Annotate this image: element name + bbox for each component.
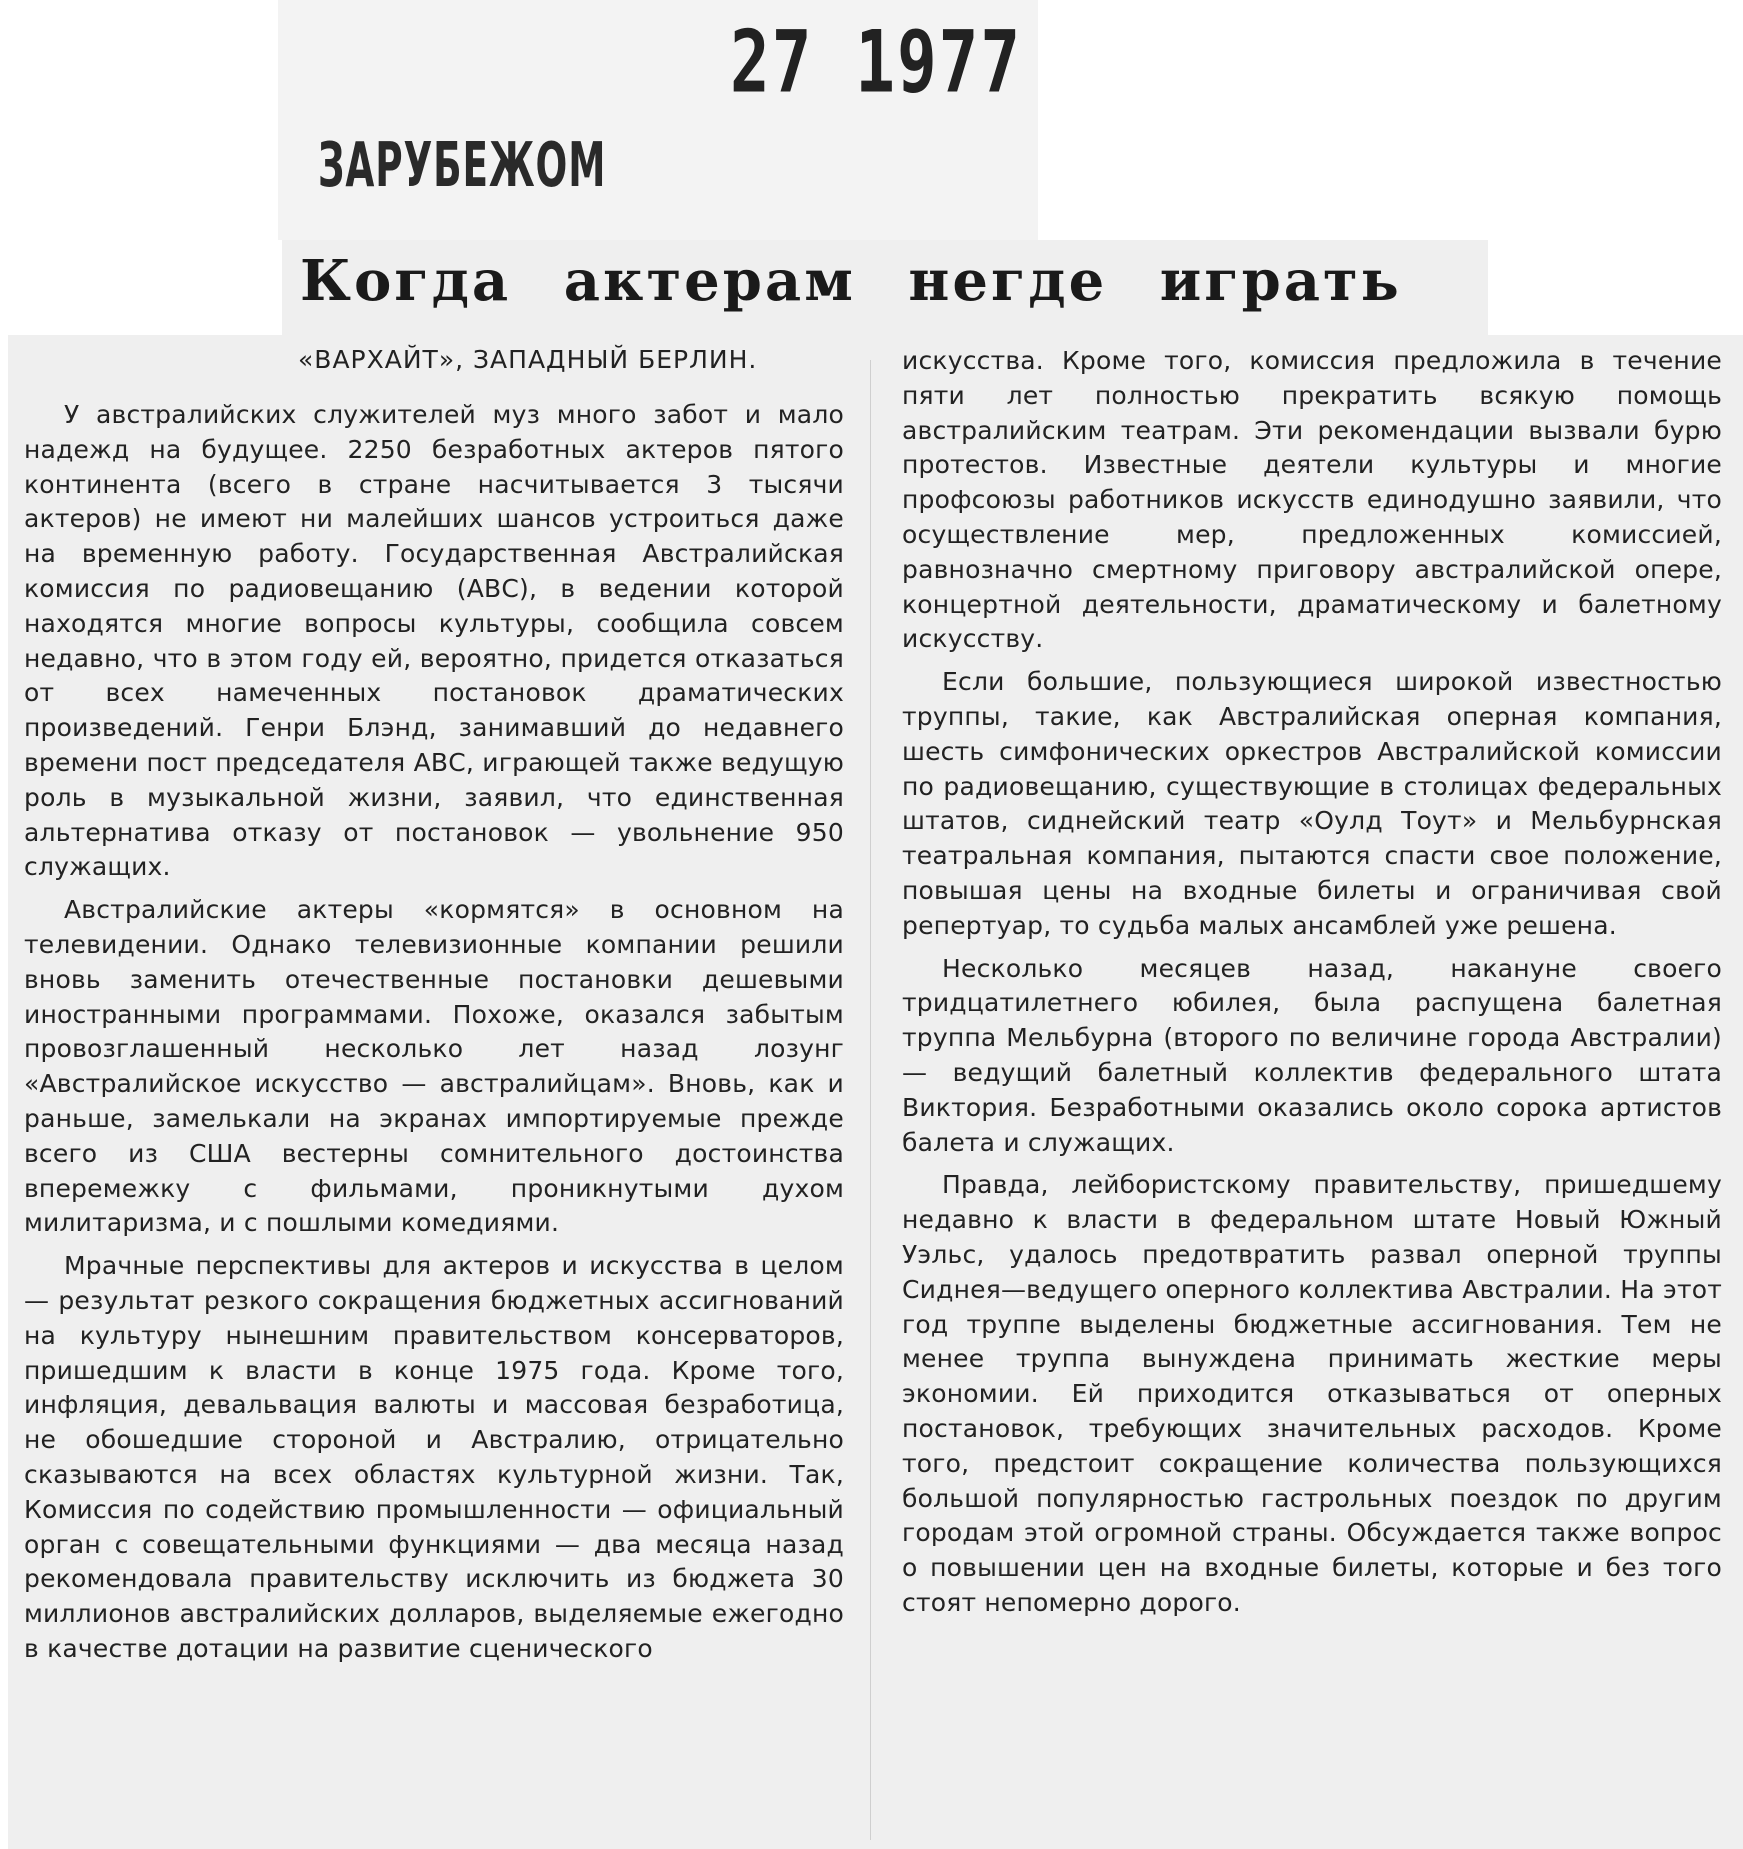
paragraph: Австралийские актеры «кормятся» в основном на телевидении. Однако телевизионные компании решили вновь заменить отечественные постановки дешевыми иностранными программами. Похоже, оказался забытым провозглашенный несколько лет назад лозунг «Австралийское искусство — австралийцам». Вновь, как и раньше, замелькали на экранах импортируемые прежде всего из США вестерны сомнительного достоинства вперемежку с фильмами, проникнутыми духом милитаризма, и с пошлыми комедиями. [24,895,844,1238]
paragraph: Мрачные перспективы для актеров и искусства в целом — результат резкого сокращения бюджетных ассигнований на культуру нынешним правительством консерваторов, пришедшим к власти в конце 1975 года. Кроме того, инфляция, девальвация валюты и массовая безработица, не обошедшие стороной и Австралию, отрицательно сказываются на всех областях культурной жизни. Так, Комиссия по содействию промышленности — официальный орган с совещательными функциями — два месяца назад рекомендовала правительству исключить из бюджета 30 миллионов австралийских долларов, выделяемые ежегодно в качестве дотации на развитие сценического [24,1251,844,1663]
rubric-stamp: ЗАРУБЕЖОМ [318,130,607,202]
date-stamp: 27 1977 [730,12,1023,113]
article-source: «ВАРХАЙТ», ЗАПАДНЫЙ БЕРЛИН. [298,345,758,374]
paragraph: искусства. Кроме того, комиссия предложила в течение пяти лет полностью прекратить всякую помощь австралийским театрам. Эти рекомендации вызвали бурю протестов. Известные деятели культуры и многие профсоюзы работников искусств единодушно заявили, что осуществление мер, предложенных комиссией, равнозначно смертному приговору австралийской опере, концертной деятельности, драматическому и балетному искусству. [902,346,1722,654]
paragraph: У австралийских служителей муз много забот и мало надежд на будущее. 2250 безработных актеров пятого континента (всего в стране насчитывается 3 тысячи актеров) не имеют ни малейших шансов устроиться даже на временную работу. Государственная Австралийская комиссия по радиовещанию (АВС), в ведении которой находятся многие вопросы культуры, сообщила совсем недавно, что в этом году ей, вероятно, придется отказаться от всех намеченных постановок драматических произведений. Генри Блэнд, занимавший до недавнего времени пост председателя АВС, играющей также ведущую роль в музыкальной жизни, заявил, что единственная альтернатива отказу от постановок — увольнение 950 служащих. [24,400,844,882]
article-column-right [902,344,1722,1621]
column-divider [870,360,871,1840]
paragraph: Правда, лейбористскому правительству, пришедшему недавно к власти в федеральном штате Новый Южный Уэльс, удалось предотвратить развал оперной труппы Сиднея—ведущего оперного коллектива Австралии. На этот год труппе выделены бюджетные ассигнования. Тем не менее труппа вынуждена принимать жесткие меры экономии. Ей приходится отказываться от оперных постановок, требующих значительных расходов. Кроме того, предстоит сокращение количества пользующихся большой популярностью гастрольных поездок по другим городам этой огромной страны. Обсуждается также вопрос о повышении цен на входные билеты, которые и без того стоят непомерно дорого. [902,1170,1722,1617]
article-headline: Когда актерам негде играть [300,248,1402,314]
paragraph: Несколько месяцев назад, накануне своего тридцатилетнего юбилея, была распущена балетная труппа Мельбурна (второго по величине города Австралии) — ведущий балетный коллектив федерального штата Виктория. Безработными оказались около сорока артистов балета и служащих. [902,953,1722,1157]
article-column-left [24,398,844,1667]
paragraph: Если большие, пользующиеся широкой известностью труппы, такие, как Австралийская оперная компания, шесть симфонических оркестров Австралийской комиссии по радиовещанию, существующие в столицах федеральных штатов, сиднейский театр «Оулд Тоут» и Мельбурнская театральная компания, пытаются спасти свое положение, повышая цены на входные билеты и ограничивая свой репертуар, то судьба малых ансамблей уже решена. [902,667,1722,940]
